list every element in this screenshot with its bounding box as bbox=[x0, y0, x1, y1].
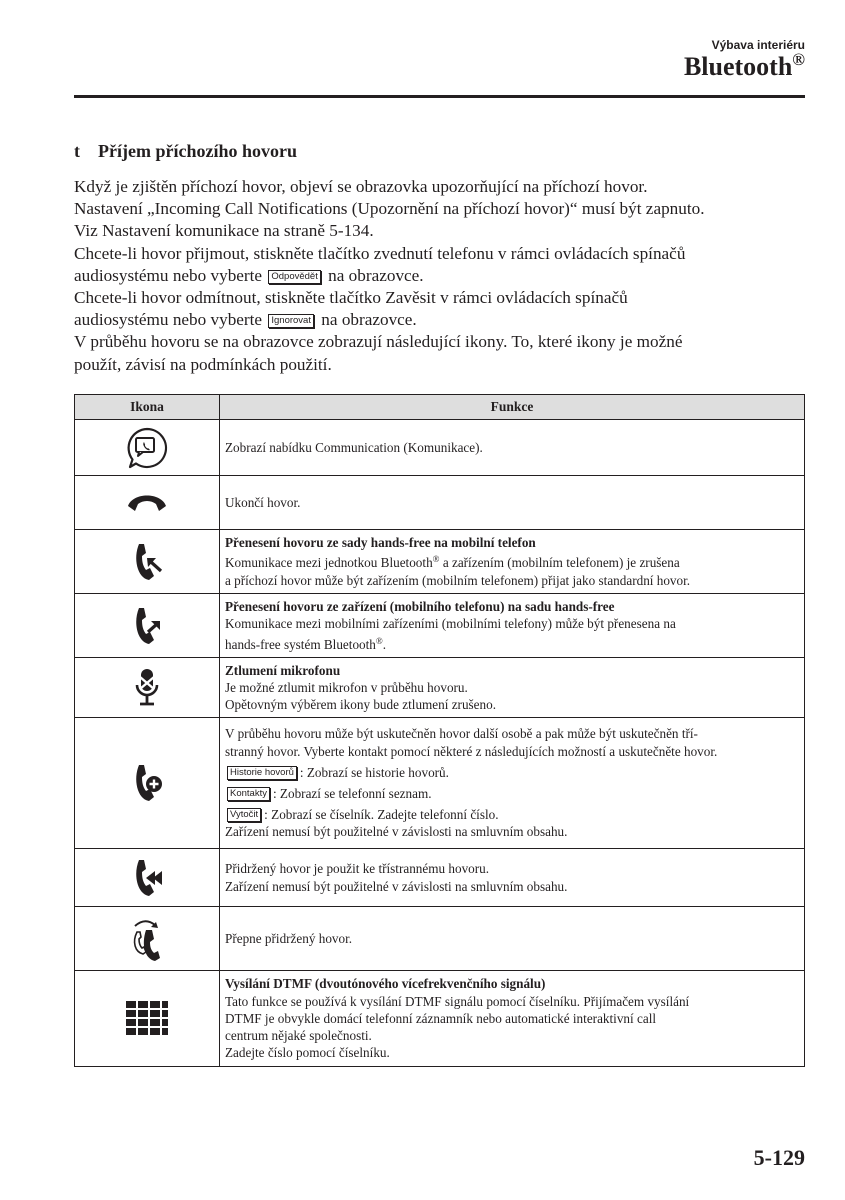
answer-button-label: Odpovědět bbox=[268, 270, 320, 284]
table-row: Přenesení hovoru ze sady hands-free na mobilní telefon Komunikace mezi jednotkou Bluetooth® a zařízením (mobilním telefonem) je zrušena a příchozí hovor může být zařízením (mobilním telefonem) přijat jako standardní hovor. bbox=[75, 530, 805, 594]
header-rule bbox=[74, 95, 805, 98]
ignore-button-label: Ignorovat bbox=[268, 314, 314, 328]
contacts-button-label: Kontakty bbox=[227, 787, 270, 801]
transfer-to-handsfree-icon bbox=[127, 604, 167, 648]
call-history-button-label: Historie hovorů bbox=[227, 766, 297, 780]
mute-microphone-icon bbox=[132, 665, 162, 711]
table-row: Přidržený hovor je použit ke třístrannému hovoru. Zařízení nemusí být použitelné v závislosti na smluvním obsahu. bbox=[75, 849, 805, 907]
col-header-icon: Ikona bbox=[75, 395, 220, 420]
paragraph: audiosystému nebo vyberte Ignorovat na obrazovce. bbox=[74, 310, 417, 330]
intro-text bbox=[74, 176, 814, 376]
page-number: 5-129 bbox=[753, 1145, 805, 1170]
page-title: Bluetooth® bbox=[683, 50, 805, 81]
paragraph: Viz Nastavení komunikace na straně 5-134. bbox=[74, 221, 374, 241]
table-header bbox=[75, 395, 805, 420]
merge-calls-icon bbox=[127, 856, 167, 900]
table-row: Přepne přidržený hovor. bbox=[75, 907, 805, 971]
table-row: Zobrazí nabídku Communication (Komunikace). bbox=[75, 420, 805, 476]
icon-table bbox=[74, 394, 805, 1067]
table-row: V průběhu hovoru může být uskutečněn hovor další osobě a pak může být uskutečněn tří- stranný hovor. Vyberte kontakt pomocí některé z následujících možností a uskutečněte hovor. Historie hovorů : Zobrazí se historie hovorů. Kontakty : Zobrazí se telefonní seznam. Vytočit : Zobrazí se číselník. Zadejte telefonní číslo. Zařízení nemusí být použitelné v závislosti na smluvním obsahu. bbox=[75, 718, 805, 849]
paragraph: Nastavení „Incoming Call Notifications (Upozornění na příchozí hovor)“ musí být zapnuto. bbox=[74, 199, 705, 219]
dial-button-label: Vytočit bbox=[227, 808, 261, 822]
add-call-icon bbox=[127, 761, 167, 805]
section-name: Výbava interiéru bbox=[711, 38, 805, 52]
paragraph: Chcete-li hovor odmítnout, stiskněte tlačítko Zavěsit v rámci ovládacích spínačů bbox=[74, 288, 628, 308]
swap-calls-icon bbox=[127, 915, 167, 963]
paragraph: Když je zjištěn příchozí hovor, objeví se obrazovka upozorňující na příchozí hovor. bbox=[74, 177, 648, 196]
paragraph: použít, závisí na podmínkách použití. bbox=[74, 354, 332, 374]
hang-up-icon bbox=[123, 491, 171, 515]
transfer-to-phone-icon bbox=[127, 540, 167, 584]
communication-menu-icon bbox=[125, 426, 169, 470]
table-row: Ztlumení mikrofonu Je možné ztlumit mikrofon v průběhu hovoru. Opětovným výběrem ikony bude ztlumení zrušeno. bbox=[75, 658, 805, 718]
table-row: Ukončí hovor. bbox=[75, 476, 805, 530]
section-heading: t Příjem příchozího hovoru bbox=[74, 141, 297, 161]
registered-mark: ® bbox=[792, 50, 805, 69]
paragraph: Chcete-li hovor přijmout, stiskněte tlačítko zvednutí telefonu v rámci ovládacích spínačů bbox=[74, 243, 686, 263]
dtmf-keypad-icon bbox=[125, 1000, 169, 1038]
paragraph: audiosystému nebo vyberte Odpovědět na obrazovce. bbox=[74, 265, 424, 285]
table-row: Přenesení hovoru ze zařízení (mobilního telefonu) na sadu hands-free Komunikace mezi mobilními zařízeními (mobilními telefony) může být přenesena na hands-free systém Bluetooth®. bbox=[75, 594, 805, 658]
section-bullet: t bbox=[74, 141, 80, 161]
col-header-function: Funkce bbox=[220, 395, 805, 420]
table-row: Vysílání DTMF (dvoutónového vícefrekvenčního signálu) Tato funkce se používá k vysílání DTMF signálu pomocí číselníku. Přijímačem vysílání DTMF je obvykle domácí telefonní záznamník nebo automatické interaktivní call centrum nějaké společnosti. Zadejte číslo pomocí číselníku. bbox=[75, 971, 805, 1067]
paragraph: V průběhu hovoru se na obrazovce zobrazují následující ikony. To, které ikony je možné bbox=[74, 332, 683, 352]
